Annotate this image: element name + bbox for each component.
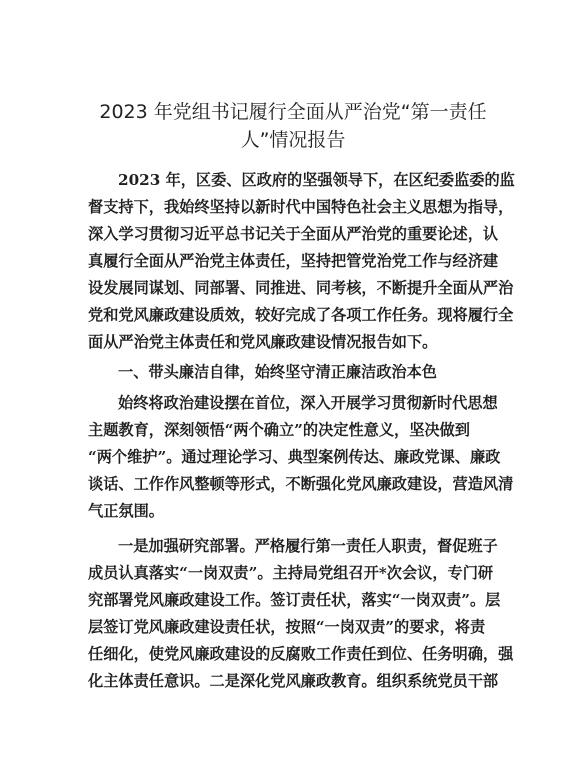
paragraph-1-line-4: 真履行全面从严治党主体责任，坚持把管党治党工作与经济建	[88, 252, 499, 270]
paragraph-2-line-5: 气正氛围。	[88, 502, 164, 520]
paragraph-2-line-3: “两个维护”。通过理论学习、典型案例传达、廉政党课、廉政	[88, 448, 501, 466]
paragraph-3-line-5: 任细化，使党风廉政建设的反腐败工作责任到位、任务明确，强	[88, 645, 514, 663]
document-title-line-2: 人”情况报告	[240, 129, 346, 151]
paragraph-1-line-1: 2023 年，区委、区政府的坚强领导下，在区纪委监委的监	[118, 171, 515, 189]
paragraph-1-line-5: 设发展同谋划、同部署、同推进、同考核，不断提升全面从严治	[88, 279, 514, 297]
document-title-line-1: 2023 年党组书记履行全面从严治党“第一责任	[99, 101, 487, 123]
paragraph-1-line-6: 党和党风廉政建设质效，较好完成了各项工作任务。现将履行全	[88, 306, 514, 324]
paragraph-2-line-1: 始终将政治建设摆在首位，深入开展学习贯彻新时代思想	[118, 394, 498, 412]
paragraph-1-line-3: 深入学习贯彻习近平总书记关于全面从严治党的重要论述，认	[88, 225, 499, 243]
paragraph-1-line-2: 督支持下，我始终坚持以新时代中国特色社会主义思想为指导，	[88, 198, 514, 216]
paragraph-3-line-1: 一是加强研究部署。严格履行第一责任人职责，督促班子	[118, 537, 498, 555]
paragraph-3-line-3: 究部署党风廉政建设工作。签订责任状，落实“一岗双责”。层	[88, 591, 501, 609]
paragraph-1-line-7: 面从严治党主体责任和党风廉政建设情况报告如下。	[88, 333, 438, 351]
paragraph-2-line-2: 主题教育，深刻领悟“两个确立”的决定性意义，坚决做到	[88, 421, 470, 439]
paragraph-3-line-2: 成员认真落实“一岗双责”。主持局党组召开*次会议，专门研	[88, 564, 494, 582]
paragraph-3-line-6: 化主体责任意识。二是深化党风廉政教育。组织系统党员干部	[88, 672, 499, 690]
paragraph-2-line-4: 谈话、工作作风整顿等形式，不断强化党风廉政建设，营造风清	[88, 475, 514, 493]
section-heading-1: 一、带头廉洁自律，始终坚守清正廉洁政治本色	[118, 363, 437, 381]
paragraph-3-line-4: 层签订党风廉政建设责任状，按照“一岗双责”的要求，将责	[88, 618, 486, 636]
